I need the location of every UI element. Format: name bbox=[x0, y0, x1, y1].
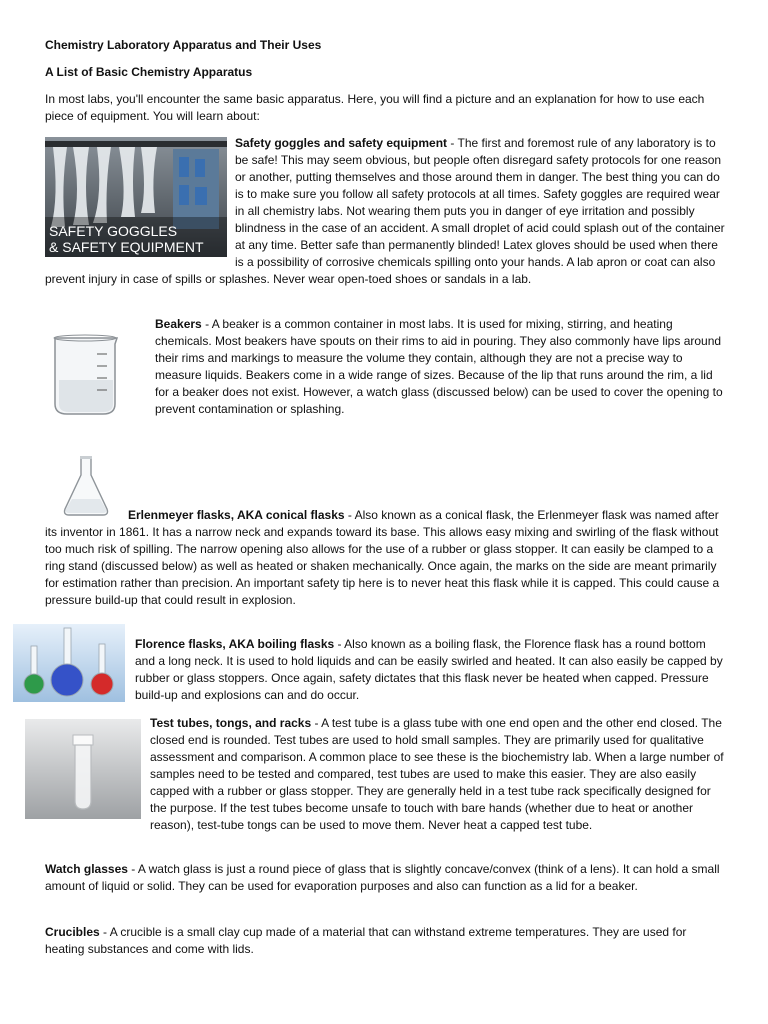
florence-flask-image bbox=[13, 624, 125, 702]
document-subtitle: A List of Basic Chemistry Apparatus bbox=[45, 65, 253, 79]
florence-heading: Florence flasks, AKA boiling flasks bbox=[135, 637, 335, 651]
safety-goggles-body: - The first and foremost rule of any laboratory is to be safe! This may seem obvious, but people often disregard safety protocols for one reason or another, putting themselves and those around them in danger. The best thing you can do is to make sure you follow all safety protocols at all times. Safety goggles are required wear in all chemistry labs. Not wearing them puts you in danger of eye irritation and possibly blindness in the case of an accident. A small droplet of acid could splash out of the container at any time. Better safe than permanently blinded! Latex gloves should be used when there is a possibility of corrosive chemicals spilling onto your hands. A lab apron or coat can also prevent injury in case of spills or splashes. Never wear open-toed shoes or sandals in a lab. bbox=[45, 136, 725, 286]
beaker-image bbox=[45, 320, 149, 420]
crucibles-heading: Crucibles bbox=[45, 925, 100, 939]
document-title: Chemistry Laboratory Apparatus and Their Uses bbox=[45, 38, 322, 52]
section-beakers bbox=[45, 316, 725, 420]
watch-glasses-heading: Watch glasses bbox=[45, 862, 128, 876]
safety-goggles-heading: Safety goggles and safety equipment bbox=[235, 136, 448, 150]
florence-body: - Also known as a boiling flask, the Florence flask has a round bottom and a long neck. It is used to hold liquids and can be easily swirled and heated. It can also easily be capped by rubber or glass stoppers. Once again, safety dictates that this flask never be heated when capped. Pressure build-up and explosions can and do occur. bbox=[135, 637, 723, 702]
test-tubes-body: - A test tube is a glass tube with one end open and the other end closed. The closed end is rounded. Test tubes are used to hold small samples. They are primarily used for qualitative assessment and comparison. A common place to see these is the biochemistry lab. When a large number of samples need to be tested and compared, test tubes are used to make this easier. They are also easily capped with a rubber or glass stopper. They are generally held in a test tube rack specifically designed for the purpose. If the test tubes become unsafe to touch with bare hands (whether due to heat or another reason), test-tube tongs can be used to move them. Never heat a capped test tube. bbox=[150, 716, 724, 832]
image-caption-line1: SAFETY GOGGLES bbox=[49, 223, 178, 239]
section-erlenmeyer bbox=[45, 507, 725, 609]
image-caption-line2: & SAFETY EQUIPMENT bbox=[49, 239, 204, 255]
erlenmeyer-heading: Erlenmeyer flasks, AKA conical flasks bbox=[128, 508, 345, 522]
erlenmeyer-body: - Also known as a conical flask, the Erlenmeyer flask was named after its inventor in 1861. It has a narrow neck and expands toward its base. This allows easy mixing and swirling of the flask without too much risk of spilling. The narrow opening also allows for the use of a rubber or glass stopper. It can easily be clamped to a ring stand (discussed below) as well as heated or shaken mechanically. Once again, the marks on the side are meant primarily for estimation rather than precision. An important safety tip here is to never heat this flask while it is capped. This could cause a pressure build-up that could result in explosion. bbox=[45, 508, 720, 607]
watch-glasses-body: - A watch glass is just a round piece of glass that is slightly concave/convex (think of a lens). It can hold a small amount of liquid or solid. They can be used for evaporation purposes and also can function as a lid for a beaker. bbox=[45, 862, 720, 893]
test-tubes-heading: Test tubes, tongs, and racks bbox=[150, 716, 312, 730]
crucibles-body: - A crucible is a small clay cup made of a material that can withstand extreme temperatures. They are used for heating substances and come with lids. bbox=[45, 925, 687, 956]
section-florence bbox=[13, 636, 725, 704]
intro-paragraph: In most labs, you'll encounter the same basic apparatus. Here, you will find a picture and an explanation for how to use each piece of equipment. You will learn about: bbox=[45, 92, 705, 123]
safety-goggles-image bbox=[45, 137, 227, 257]
beakers-body: - A beaker is a common container in most labs. It is used for mixing, stirring, and heating chemicals. Most beakers have spouts on their rims to aid in pouring. They also commonly have lips around their rims and markings to measure the volume they contain, although they are not a precise way to measure liquids. Beakers come in a wide range of sizes. Because of the lip that runs around the rim, a lid for a beaker does not exist. However, a watch glass (discussed below) can be used to cover the opening to prevent contamination or splashing. bbox=[155, 317, 723, 416]
section-crucibles bbox=[45, 924, 725, 958]
section-watch-glasses bbox=[45, 861, 725, 895]
test-tube-image bbox=[25, 719, 141, 819]
section-test-tubes bbox=[25, 715, 725, 834]
beakers-heading: Beakers bbox=[155, 317, 202, 331]
section-safety-goggles bbox=[45, 135, 725, 288]
